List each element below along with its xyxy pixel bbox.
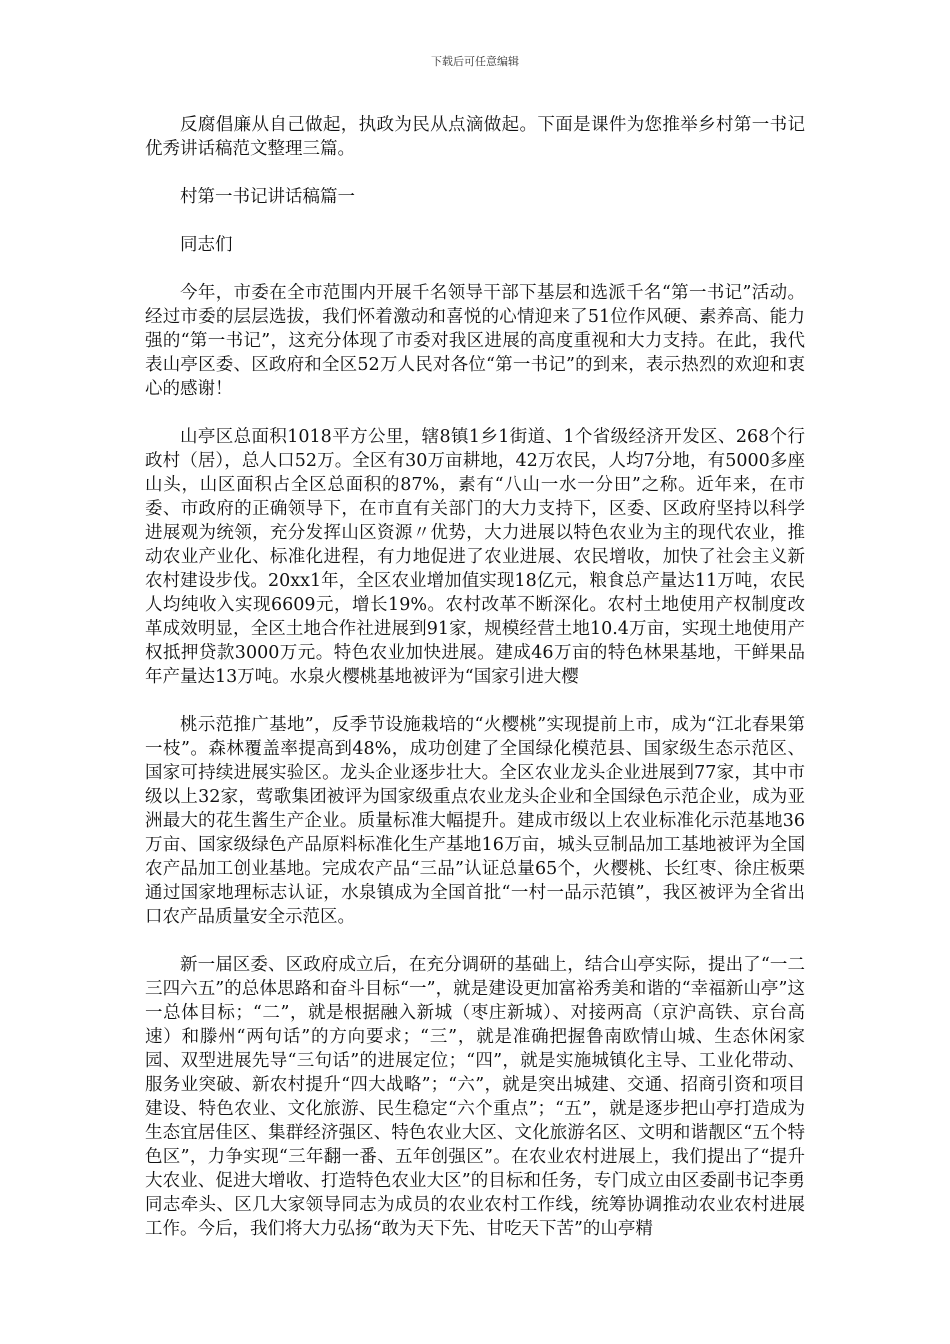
body-paragraph: 新一届区委、区政府成立后，在充分调研的基础上，结合山亭实际，提出了“一二三四六五”的总体思路和奋斗目标“一”，就是建设更加富裕秀美和谐的“幸福新山亭”这一总体目标；“二”，就是根据融入新城（枣庄新城）、对接两高（京沪高铁、京台高速）和滕州“两句话”的方向要求；“三”，就是准确把握鲁南欧情山城、生态休闲家园、双型进展先导“三句话”的进展定位；“四”，就是实施城镇化主导、工业化带动、服务业突破、新农村提升“四大战略”；“六”，就是突出城建、交通、招商引资和项目建设、特色农业、文化旅游、民生稳定“六个重点”；“五”，就是逐步把山亭打造成为生态宜居佳区、集群经济强区、特色农业大区、文化旅游名区、文明和谐靓区“五个特色区”，力争实现“三年翻一番、五年创强区”。在农业农村进展上，我们提出了“提升大农业、促进大增收、打造特色农业大区”的目标和任务，专门成立由区委副书记李勇同志牵头、区几大家领导同志为成员的农业农村工作线，统筹协调推动农业农村进展工作。今后，我们将大力弘扬“敢为天下先、甘吃天下苦”的山亭精 (145, 955, 805, 1239)
body-paragraph: 桃示范推广基地”，反季节设施栽培的“火樱桃”实现提前上市，成为“江北春果第一枝”。森林覆盖率提高到48%，成功创建了全国绿化模范县、国家级生态示范区、国家可持续进展实验区。龙头企业逐步壮大。全区农业龙头企业进展到77家，其中市级以上32家，莺歌集团被评为国家级重点农业龙头企业和全国绿色示范企业，成为亚洲最大的花生酱生产企业。质量标准大幅提升。建成市级以上农业标准化示范基地36万亩、国家级绿色产品原料标准化生产基地16万亩，城头豆制品加工基地被评为全国农产品加工创业基地。完成农产品“三品”认证总量65个，火樱桃、长红枣、徐庄板栗通过国家地理标志认证，水泉镇成为全国首批“一村一品示范镇”，我区被评为全省出口农产品质量安全示范区。 (145, 715, 805, 927)
salutation: 同志们 (180, 235, 233, 255)
body-paragraph: 山亭区总面积1018平方公里，辖8镇1乡1街道、1个省级经济开发区、268个行政村（居），总人口52万。全区有30万亩耕地，42万农民，人均7分地，有5000多座山头，山区面积占全区总面积的87%，素有“八山一水一分田”之称。近年来，在市委、市政府的正确领导下，在市直有关部门的大力支持下，区委、区政府坚持以科学进展观为统领，充分发挥山区资源〃优势，大力进展以特色农业为主的现代农业，推动农业产业化、标准化进程，有力地促进了农业进展、农民增收，加快了社会主义新农村建设步伐。20xx1年，全区农业增加值实现18亿元，粮食总产量达11万吨，农民人均纯收入实现6609元，增长19%。农村改革不断深化。农村土地使用产权制度改革成效明显，全区土地合作社进展到91家，规模经营土地10.4万亩，实现土地使用产权抵押贷款3000万元。特色农业加快进展。建成46万亩的特色林果基地，干鲜果品年产量达13万吨。水泉火樱桃基地被评为“国家引进大樱 (145, 427, 805, 687)
document-body (145, 113, 805, 1241)
intro-paragraph: 反腐倡廉从自己做起，执政为民从点滴做起。下面是课件为您推举乡村第一书记优秀讲话稿范文整理三篇。 (145, 115, 805, 159)
page-header: 下载后可任意编辑 (431, 55, 519, 68)
section-title: 村第一书记讲话稿篇一 (180, 187, 355, 207)
body-paragraph: 今年，市委在全市范围内开展千名领导干部下基层和选派千名“第一书记”活动。经过市委的层层选拔，我们怀着激动和喜悦的心情迎来了51位作风硬、素养高、能力强的“第一书记”，这充分体现了市委对我区进展的高度重视和大力支持。在此，我代表山亭区委、区政府和全区52万人民对各位“第一书记”的到来，表示热烈的欢迎和衷心的感谢！ (145, 283, 805, 399)
